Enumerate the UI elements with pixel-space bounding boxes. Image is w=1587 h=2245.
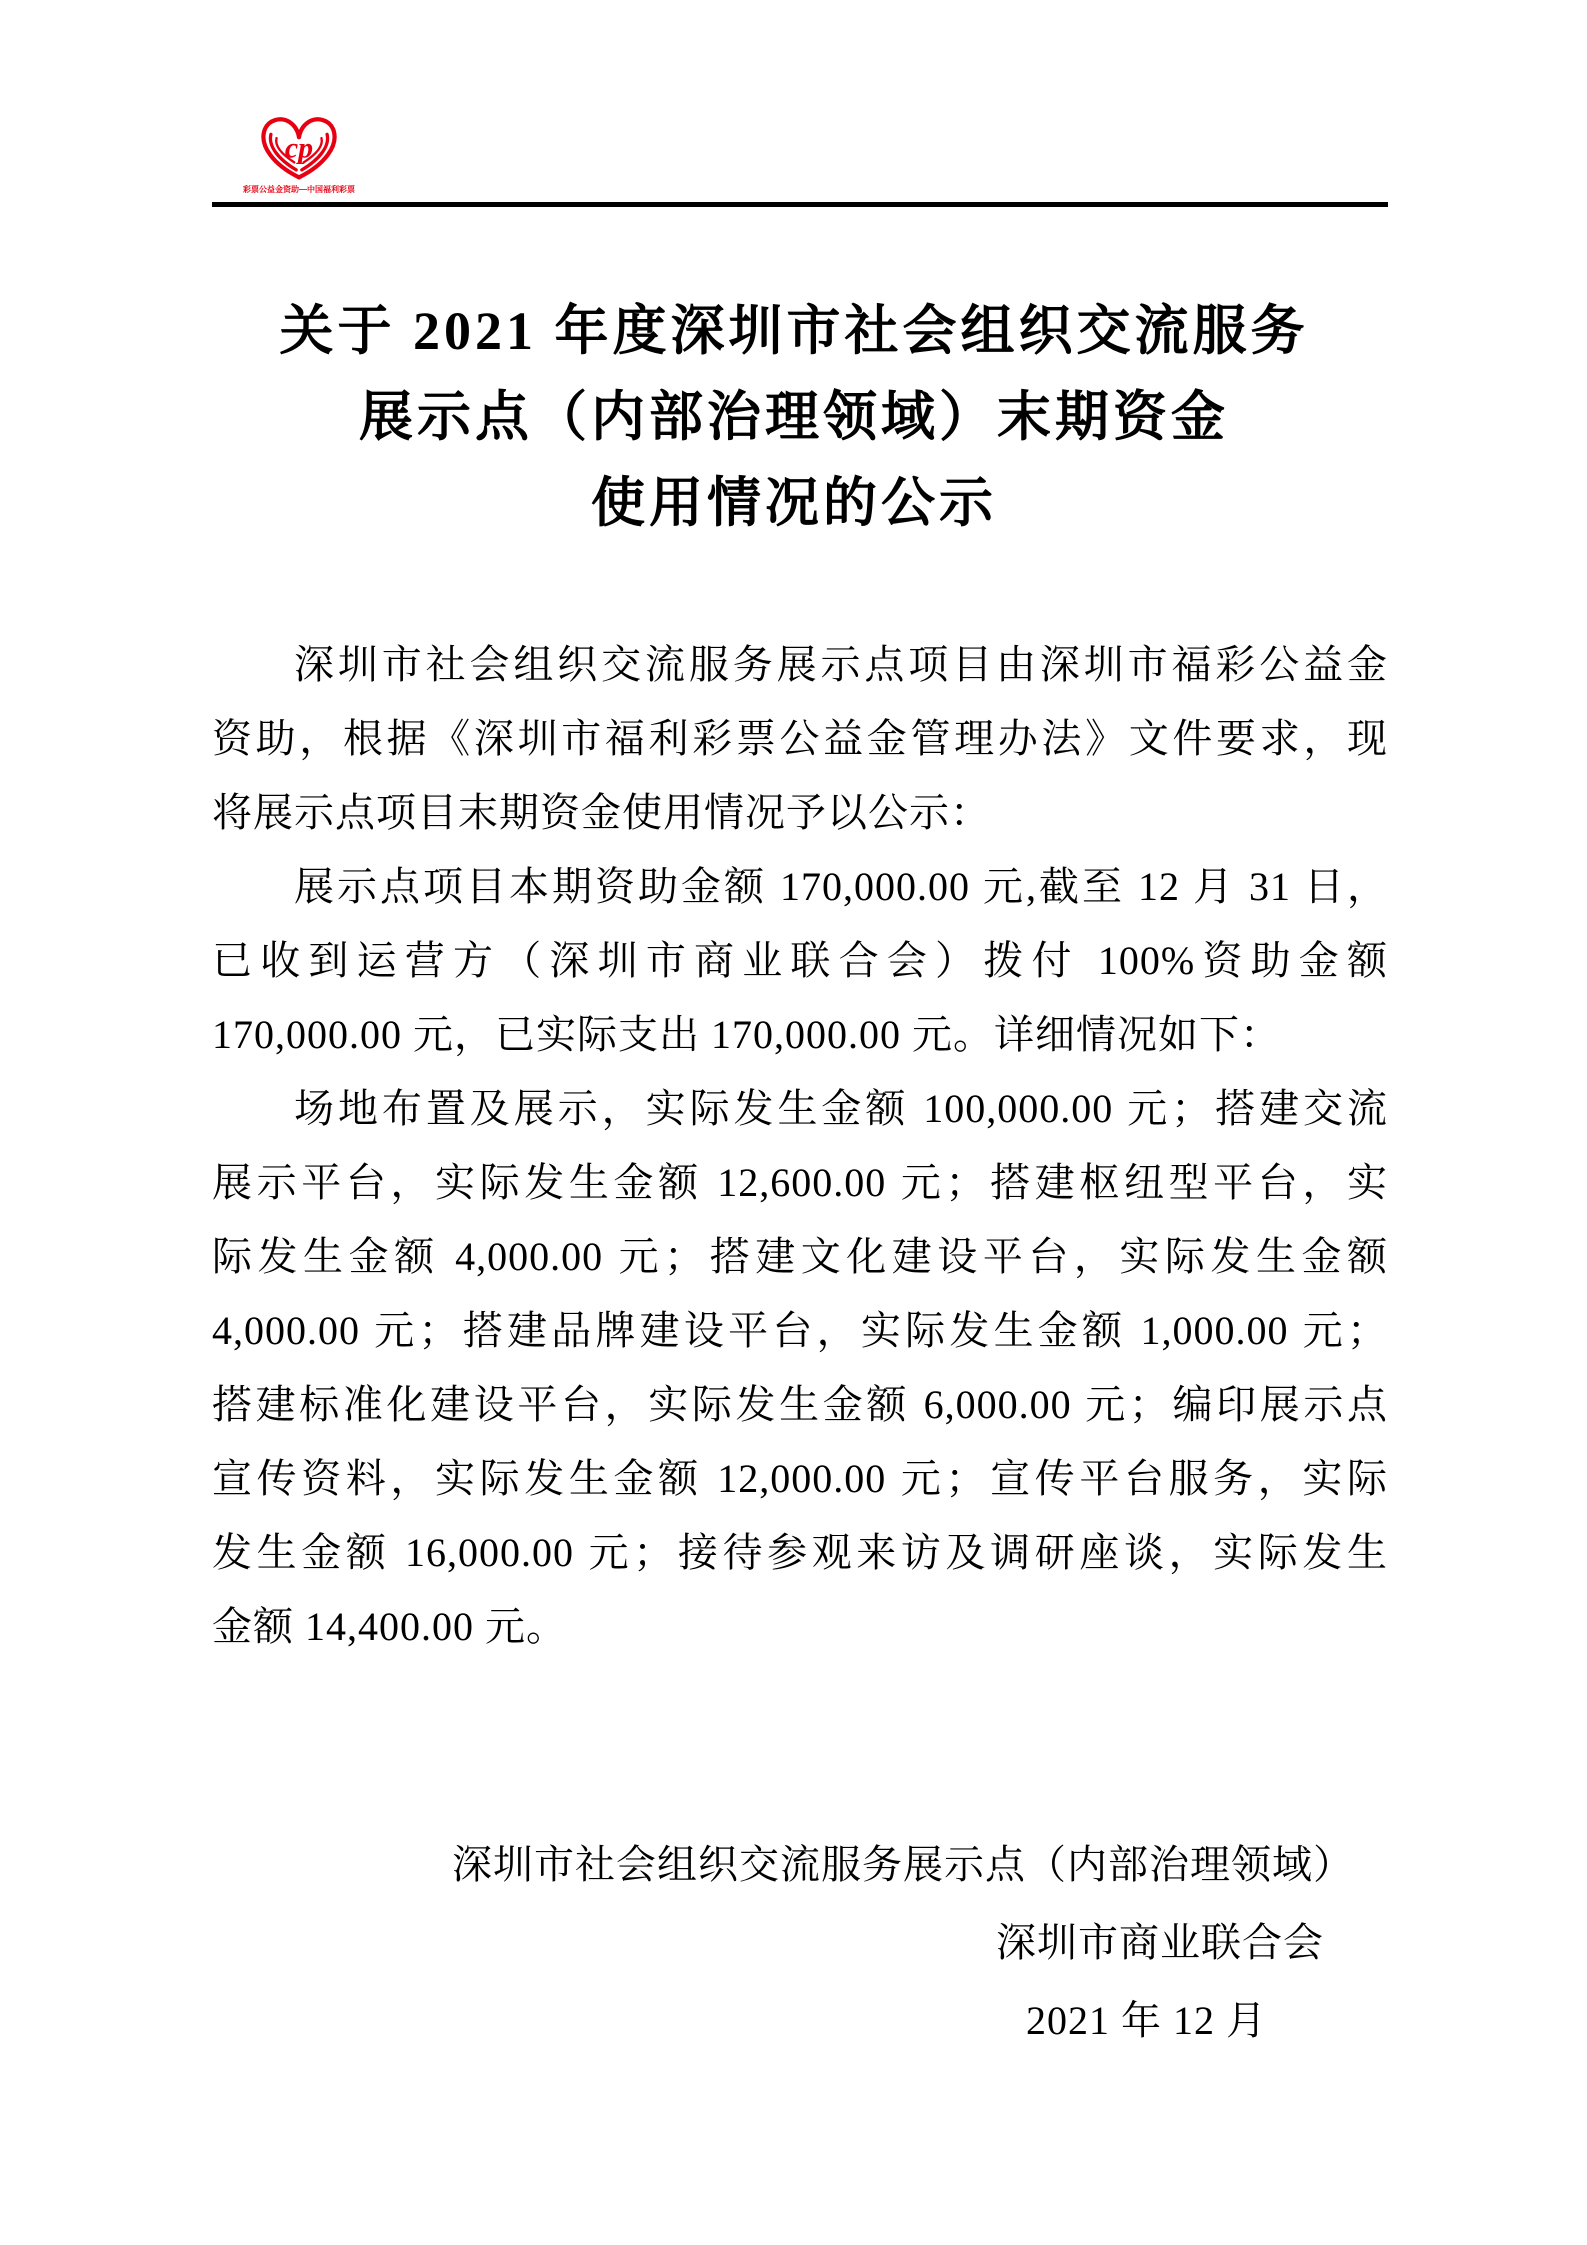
signature-org-line: 深圳市社会组织交流服务展示点（内部治理领域）: [452, 1842, 1354, 1887]
document-body: [212, 628, 1388, 1664]
body-line: 场地布置及展示，实际发生金额 100,000.00 元；搭建交流: [294, 1086, 1388, 1131]
signature-block: [0, 1826, 1587, 2060]
paragraph-expense-detail: [212, 1072, 1388, 1664]
title-line: 展示点（内部治理领域）末期资金: [359, 387, 1229, 447]
header-rule: [212, 202, 1388, 207]
body-line: 搭建标准化建设平台，实际发生金额 6,000.00 元；编印展示点: [212, 1382, 1388, 1427]
document-title: [206, 288, 1382, 546]
body-line: 展示平台，实际发生金额 12,600.00 元；搭建枢纽型平台，实: [212, 1160, 1388, 1205]
body-line: 资助，根据《深圳市福利彩票公益金管理办法》文件要求，现: [212, 716, 1388, 761]
signature-date: 2021 年 12 月: [1026, 1998, 1267, 2043]
title-line: 关于 2021 年度深圳市社会组织交流服务: [279, 301, 1309, 361]
paragraph-intro: [212, 628, 1388, 850]
body-line: 4,000.00 元；搭建品牌建设平台，实际发生金额 1,000.00 元；: [212, 1308, 1388, 1353]
body-line: 金额 14,400.00 元。: [212, 1604, 567, 1649]
logo-monogram: cp: [284, 131, 314, 165]
logo-caption: 彩票公益金资助—中国福利彩票: [243, 185, 355, 194]
paragraph-funding-summary: [212, 850, 1388, 1072]
body-line: 已收到运营方（深圳市商业联合会）拨付 100%资助金额: [212, 938, 1388, 983]
body-line: 宣传资料，实际发生金额 12,000.00 元；宣传平台服务，实际: [212, 1456, 1388, 1501]
heart-wings-logo-icon: [252, 110, 346, 183]
title-line: 使用情况的公示: [591, 473, 997, 533]
body-line: 170,000.00 元，已实际支出 170,000.00 元。详细情况如下：: [212, 1012, 1281, 1057]
body-line: 际发生金额 4,000.00 元；搭建文化建设平台，实际发生金额: [212, 1234, 1388, 1279]
body-line: 将展示点项目末期资金使用情况予以公示：: [212, 790, 991, 835]
body-line: 发生金额 16,000.00 元；接待参观来访及调研座谈，实际发生: [212, 1530, 1388, 1575]
body-line: 展示点项目本期资助金额 170,000.00 元,截至 12 月 31 日，: [294, 864, 1388, 909]
signature-org-name: 深圳市商业联合会: [996, 1920, 1324, 1965]
body-line: 深圳市社会组织交流服务展示点项目由深圳市福彩公益金: [294, 642, 1388, 687]
welfare-lottery-logo: [238, 110, 360, 195]
